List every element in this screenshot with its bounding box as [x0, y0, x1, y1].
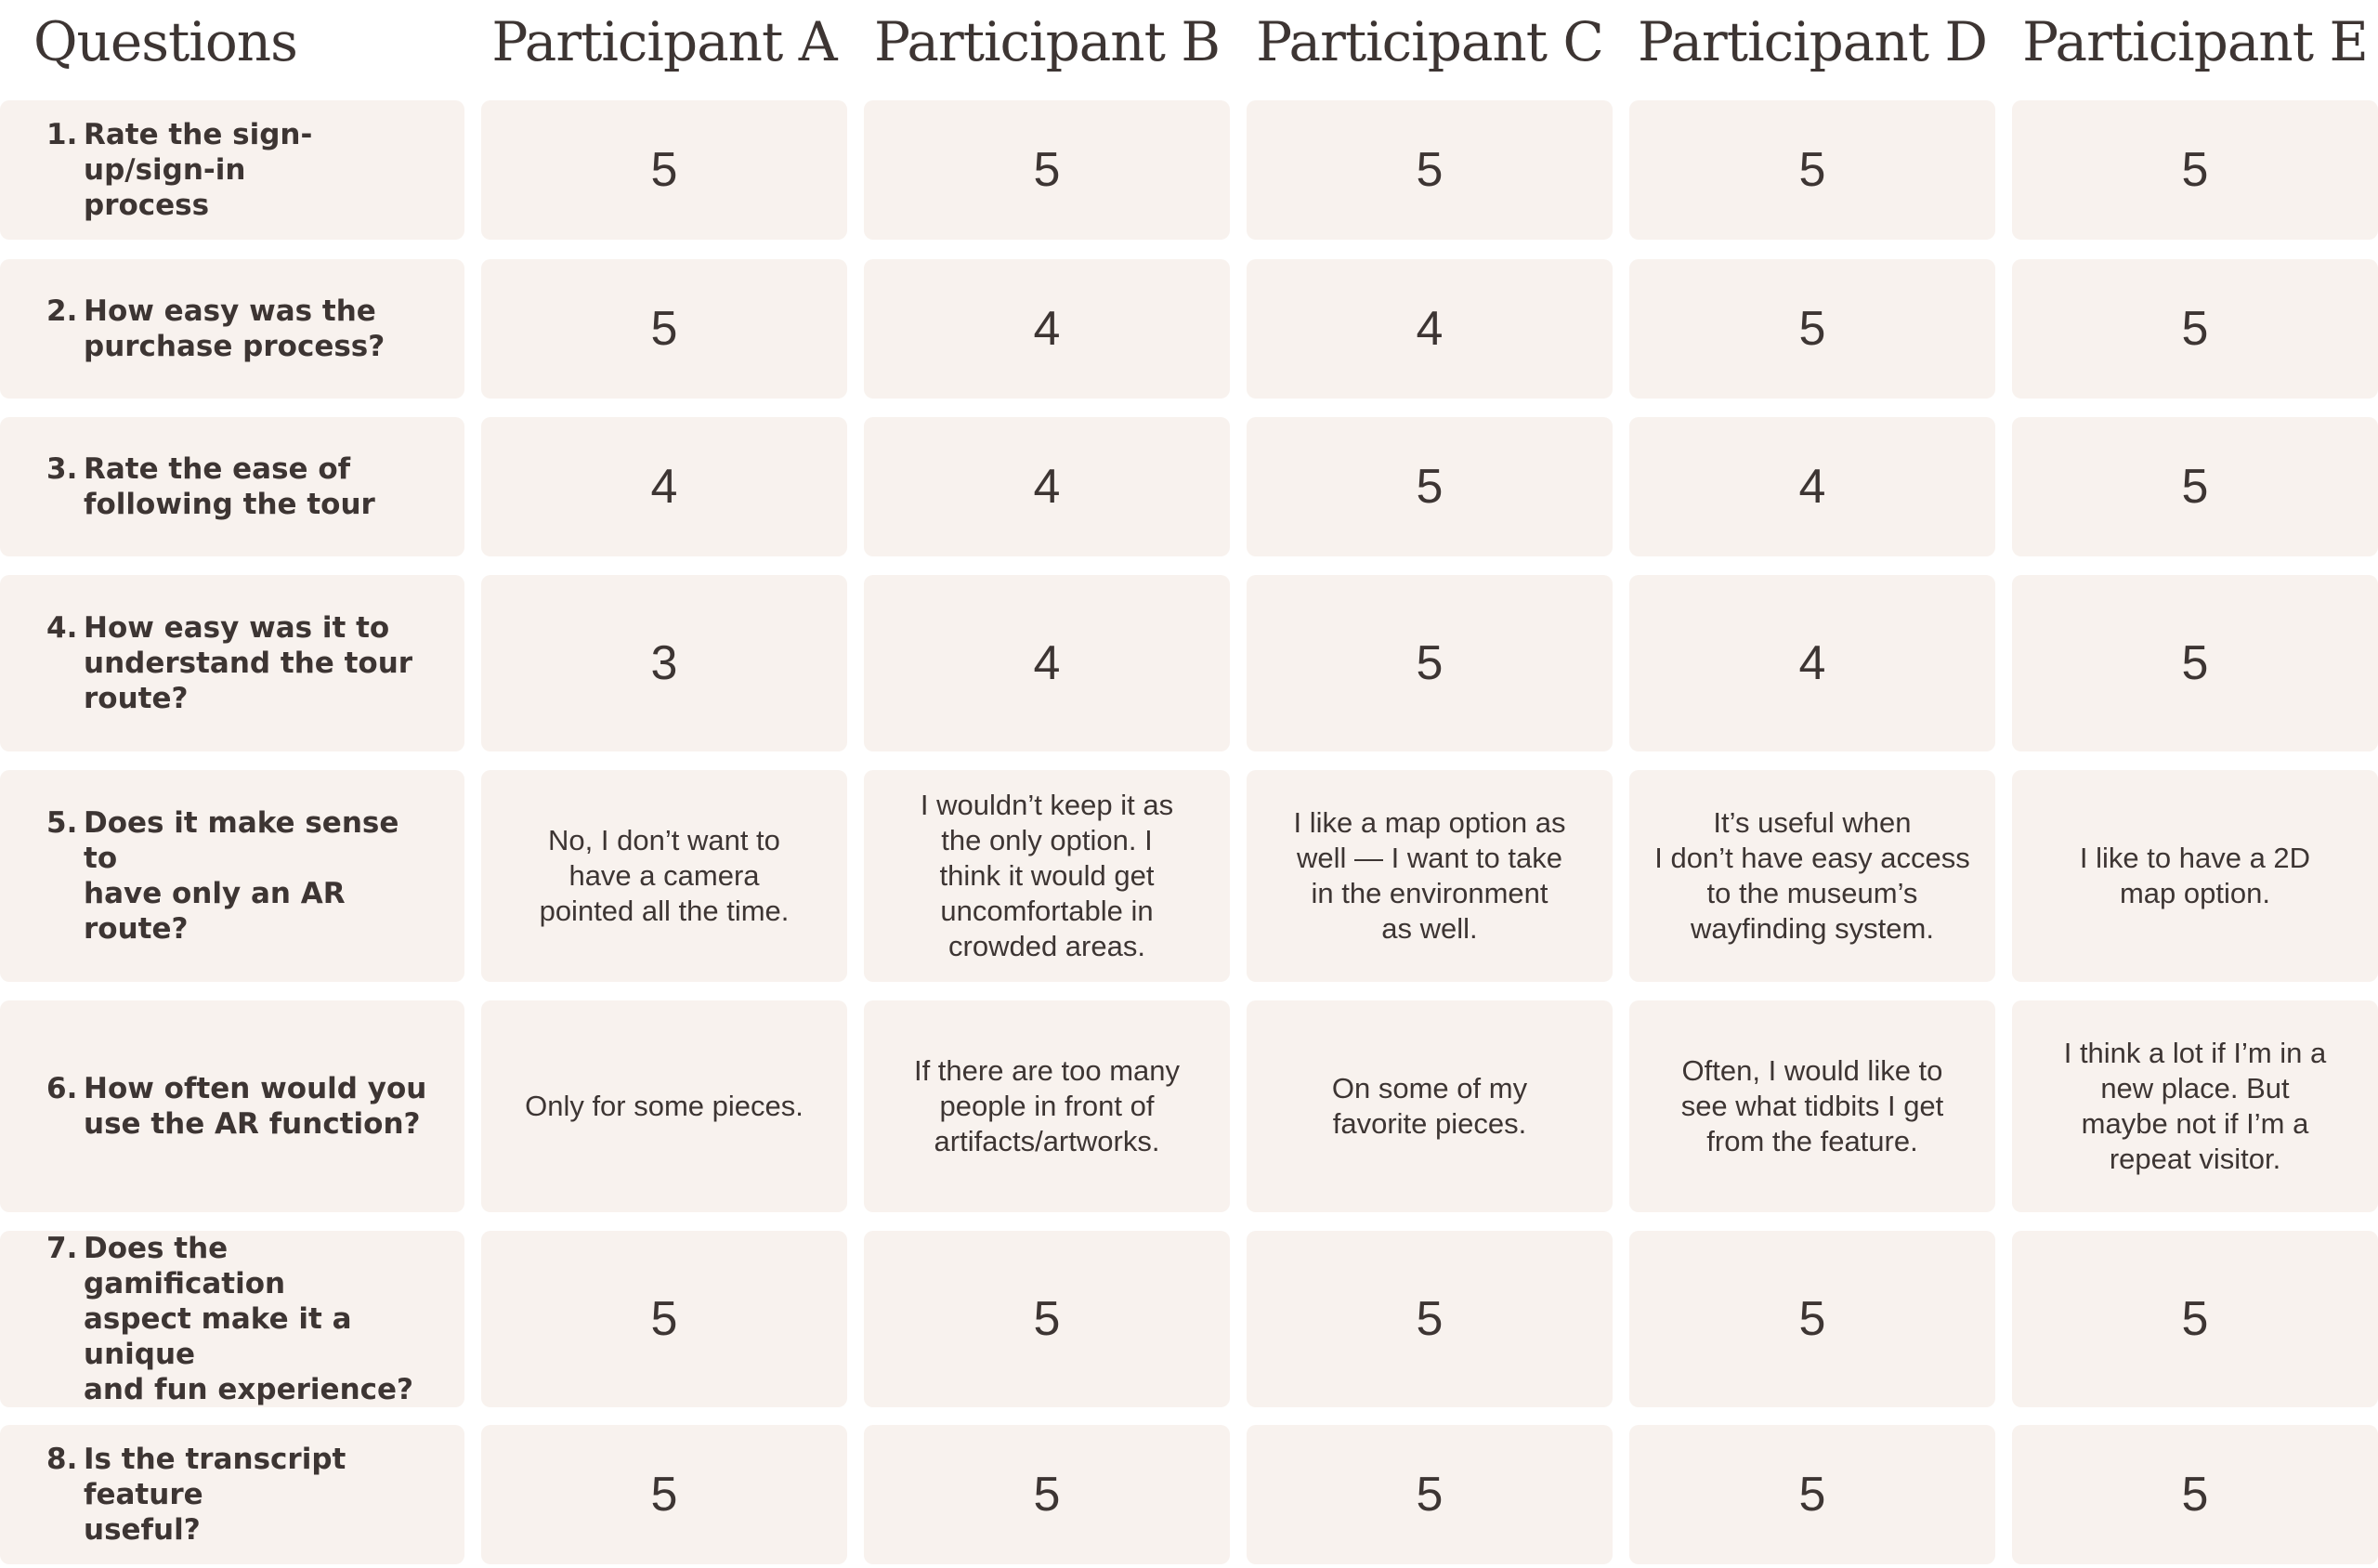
answer-cell-q5-participant-a [481, 770, 847, 982]
question-text-line: Rate the ease of [84, 452, 351, 486]
question-text [84, 610, 412, 716]
answer-comment [1630, 805, 1993, 947]
question-text-line: Does the gamification [84, 1232, 286, 1300]
question-text-line: How easy was the [84, 294, 376, 328]
answer-comment [2056, 841, 2334, 911]
answer-cell-q7-participant-d [1629, 1231, 1995, 1407]
question-text-line: process [84, 189, 210, 222]
answer-cell-q2-participant-a [481, 259, 847, 399]
answer-comment-line: new place. But [2100, 1072, 2290, 1104]
answer-cell-q6-participant-e [2012, 1000, 2378, 1212]
answer-comment-line: map option. [2119, 877, 2270, 909]
question-text-line: and fun experience? [84, 1373, 414, 1406]
question-content [46, 1442, 437, 1548]
answer-comment-line: as well. [1381, 912, 1478, 945]
answer-score: 4 [1033, 636, 1061, 690]
question-number: 5. [46, 806, 78, 840]
answer-cell-q3-participant-d [1629, 417, 1995, 556]
answer-score: 4 [1033, 302, 1061, 356]
answer-comment [1270, 805, 1590, 947]
question-content [46, 294, 385, 364]
question-text-line: following the tour [84, 488, 375, 521]
question-text [84, 451, 375, 522]
answer-score: 5 [1798, 302, 1826, 356]
answer-comment [501, 1089, 828, 1124]
question-cell-2 [0, 259, 464, 399]
answer-score: 5 [1798, 143, 1826, 197]
answer-comment-line: It’s useful when [1713, 806, 1912, 839]
answer-cell-q8-participant-c [1247, 1425, 1613, 1564]
answer-comment-line: I think a lot if I’m in a [2063, 1037, 2327, 1069]
participant-e-header: Participant E [2022, 10, 2368, 73]
question-text-line: Is the transcript feature [84, 1443, 346, 1511]
answer-cell-q8-participant-e [2012, 1425, 2378, 1564]
answer-score: 3 [650, 636, 678, 690]
answer-score: 5 [650, 302, 678, 356]
answer-score: 5 [1416, 1468, 1444, 1522]
answer-cell-q3-participant-a [481, 417, 847, 556]
participant-c-header: Participant C [1256, 10, 1603, 73]
answer-cell-q2-participant-e [2012, 259, 2378, 399]
answer-cell-q1-participant-a [481, 100, 847, 240]
question-text-line: Does it make sense to [84, 806, 399, 875]
question-number: 8. [46, 1443, 78, 1476]
answer-comment-line: On some of my [1331, 1072, 1528, 1104]
answer-score: 4 [1798, 460, 1826, 514]
answer-cell-q6-participant-b [864, 1000, 1230, 1212]
answer-comment-line: I like a map option as [1293, 806, 1566, 839]
answer-score: 5 [1416, 460, 1444, 514]
answer-cell-q7-participant-b [864, 1231, 1230, 1407]
answer-cell-q8-participant-d [1629, 1425, 1995, 1564]
answer-score: 4 [1033, 460, 1061, 514]
answer-score: 5 [650, 1468, 678, 1522]
answer-comment-line: I don’t have easy access [1654, 842, 1970, 874]
question-text-line: purchase process? [84, 330, 385, 363]
answer-score: 5 [2181, 1468, 2209, 1522]
question-text-line: Rate the sign-up/sign-in [84, 118, 313, 187]
answer-comment-line: I wouldn’t keep it as [920, 789, 1174, 821]
question-text-line: understand the tour [84, 647, 413, 680]
answer-comment [1657, 1053, 1968, 1159]
answer-score: 5 [1798, 1468, 1826, 1522]
answer-cell-q3-participant-e [2012, 417, 2378, 556]
question-content [46, 1231, 437, 1407]
participant-a-header: Participant A [491, 10, 837, 73]
answer-comment-line: see what tidbits I get [1680, 1090, 1944, 1122]
answer-score: 5 [1798, 1292, 1826, 1346]
answer-score: 5 [2181, 302, 2209, 356]
answer-comment-line: maybe not if I’m a [2081, 1107, 2309, 1140]
answer-score: 5 [1416, 143, 1444, 197]
question-content [46, 805, 437, 947]
answer-cell-q4-participant-b [864, 575, 1230, 751]
question-text [84, 117, 437, 223]
answer-comment-line: in the environment [1311, 877, 1548, 909]
question-text-line: How easy was it to [84, 611, 390, 645]
question-number: 7. [46, 1232, 78, 1265]
question-text [84, 1231, 437, 1407]
participant-b-header: Participant B [873, 10, 1221, 73]
answer-cell-q7-participant-e [2012, 1231, 2378, 1407]
participant-d-header: Participant D [1638, 10, 1987, 73]
answer-comment-line: wayfinding system. [1691, 912, 1934, 945]
answer-comment [896, 788, 1197, 964]
answer-cell-q7-participant-a [481, 1231, 847, 1407]
question-text [84, 294, 385, 364]
answer-comment-line: the only option. I [941, 824, 1153, 856]
question-number: 1. [46, 118, 78, 151]
question-text [84, 805, 437, 947]
answer-comment-line: Only for some pieces. [525, 1090, 804, 1122]
answer-comment-line: repeat visitor. [2109, 1143, 2281, 1175]
answer-cell-q2-participant-c [1247, 259, 1613, 399]
answer-comment [2040, 1036, 2351, 1177]
answer-cell-q3-participant-c [1247, 417, 1613, 556]
question-number: 3. [46, 452, 78, 486]
question-text-line: aspect make it a unique [84, 1302, 352, 1371]
question-cell-7 [0, 1231, 464, 1407]
answer-cell-q5-participant-b [864, 770, 1230, 982]
answer-cell-q6-participant-c [1247, 1000, 1613, 1212]
answer-comment-line: favorite pieces. [1332, 1107, 1527, 1140]
answer-cell-q4-participant-a [481, 575, 847, 751]
answer-comment-line: artifacts/artworks. [934, 1125, 1160, 1157]
answer-comment-line: think it would get [939, 859, 1155, 892]
answer-cell-q4-participant-d [1629, 575, 1995, 751]
answer-cell-q8-participant-b [864, 1425, 1230, 1564]
answer-score: 4 [650, 460, 678, 514]
answer-score: 5 [2181, 143, 2209, 197]
answer-cell-q1-participant-c [1247, 100, 1613, 240]
question-cell-5 [0, 770, 464, 982]
answer-cell-q4-participant-c [1247, 575, 1613, 751]
answer-score: 5 [2181, 636, 2209, 690]
answer-score: 5 [2181, 1292, 2209, 1346]
answer-score: 5 [1416, 1292, 1444, 1346]
question-text-line: use the AR function? [84, 1107, 421, 1141]
answer-comment-line: I like to have a 2D [2079, 842, 2311, 874]
question-number: 4. [46, 611, 78, 645]
question-content [46, 451, 375, 522]
answer-cell-q1-participant-b [864, 100, 1230, 240]
answer-comment [890, 1053, 1204, 1159]
answer-cell-q5-participant-e [2012, 770, 2378, 982]
question-cell-6 [0, 1000, 464, 1212]
answer-cell-q2-participant-d [1629, 259, 1995, 399]
answer-comment-line: have a camera [568, 859, 760, 892]
question-cell-3 [0, 417, 464, 556]
answer-comment-line: pointed all the time. [539, 895, 790, 927]
answer-score: 4 [1798, 636, 1826, 690]
question-content [46, 610, 412, 716]
answer-comment-line: crowded areas. [948, 930, 1145, 962]
question-text [84, 1071, 426, 1142]
question-number: 2. [46, 294, 78, 328]
answer-cell-q2-participant-b [864, 259, 1230, 399]
answer-score: 5 [1416, 636, 1444, 690]
answer-comment-line: well — I want to take [1296, 842, 1562, 874]
question-text-line: useful? [84, 1513, 201, 1547]
answer-comment-line: people in front of [939, 1090, 1155, 1122]
answer-cell-q8-participant-a [481, 1425, 847, 1564]
answer-comment-line: No, I don’t want to [548, 824, 780, 856]
answer-score: 5 [650, 1292, 678, 1346]
answer-cell-q1-participant-e [2012, 100, 2378, 240]
answer-comment-line: Often, I would like to [1681, 1054, 1943, 1087]
answer-cell-q6-participant-d [1629, 1000, 1995, 1212]
question-text [84, 1442, 437, 1548]
questions-column-header: Questions [33, 10, 297, 73]
answer-cell-q4-participant-e [2012, 575, 2378, 751]
answer-score: 5 [1033, 1292, 1061, 1346]
answer-cell-q5-participant-c [1247, 770, 1613, 982]
answer-cell-q1-participant-d [1629, 100, 1995, 240]
answer-score: 5 [650, 143, 678, 197]
question-text-line: How often would you [84, 1072, 427, 1105]
question-cell-4 [0, 575, 464, 751]
answer-score: 5 [1033, 143, 1061, 197]
question-cell-1 [0, 100, 464, 240]
answer-comment-line: from the feature. [1706, 1125, 1918, 1157]
question-content [46, 1071, 426, 1142]
answer-cell-q6-participant-a [481, 1000, 847, 1212]
question-content [46, 117, 437, 223]
answer-score: 5 [2181, 460, 2209, 514]
answer-score: 5 [1033, 1468, 1061, 1522]
answer-cell-q5-participant-d [1629, 770, 1995, 982]
answer-score: 4 [1416, 302, 1444, 356]
answer-cell-q7-participant-c [1247, 1231, 1613, 1407]
answer-comment-line: to the museum’s [1706, 877, 1918, 909]
answer-comment-line: If there are too many [913, 1054, 1181, 1087]
question-number: 6. [46, 1072, 78, 1105]
answer-cell-q3-participant-b [864, 417, 1230, 556]
answer-comment-line: uncomfortable in [940, 895, 1154, 927]
question-text-line: route? [84, 682, 189, 715]
question-cell-8 [0, 1425, 464, 1564]
question-text-line: have only an AR route? [84, 877, 346, 946]
answer-comment [1308, 1071, 1551, 1142]
answer-comment [516, 823, 814, 929]
